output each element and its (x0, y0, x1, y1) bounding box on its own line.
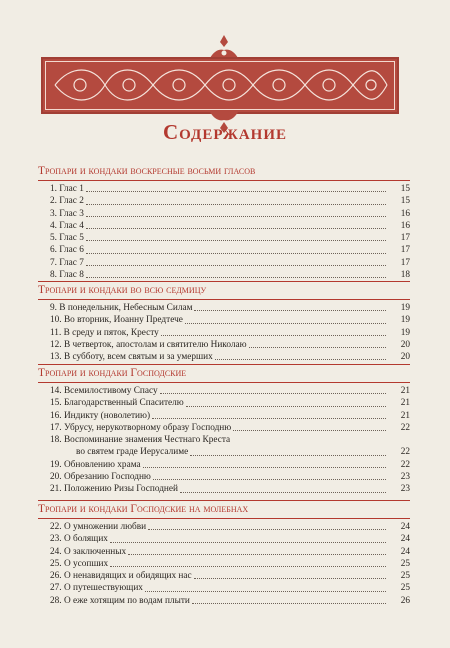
toc-entry-label: 8. Глас 8 (50, 270, 84, 281)
dot-leader (180, 492, 386, 493)
toc-entry[interactable] (38, 183, 410, 195)
dot-leader (86, 216, 386, 217)
toc-entry[interactable] (38, 570, 410, 582)
toc-entry[interactable] (38, 595, 410, 607)
section-divider (38, 364, 410, 365)
dot-leader (86, 253, 386, 254)
dot-leader (128, 554, 386, 555)
dot-leader (148, 529, 386, 530)
dot-leader (153, 479, 386, 480)
toc-section (38, 367, 410, 496)
toc-entry[interactable] (38, 582, 410, 594)
toc-entry-label: 23. О болящих (50, 534, 108, 545)
toc-entry-page: 23 (400, 484, 410, 495)
toc-entry-label: 2. Глас 2 (50, 196, 84, 207)
section-divider (38, 382, 410, 383)
section-divider (38, 518, 410, 519)
toc-section (38, 503, 410, 607)
toc-entry-page: 22 (400, 447, 410, 458)
toc-entry-page: 18 (400, 270, 410, 281)
section-divider (38, 299, 410, 300)
toc-entry-label: 10. Во вторник, Иоанну Предтече (50, 315, 183, 326)
dot-leader (190, 446, 386, 455)
toc-entry-page: 17 (400, 245, 410, 256)
dot-leader (215, 359, 386, 360)
toc-entry-label: 9. В понедельник, Небесным Силам (50, 303, 193, 313)
toc-entry[interactable] (38, 302, 410, 314)
dot-leader (86, 228, 386, 229)
toc-entry[interactable] (38, 410, 410, 422)
toc-entry[interactable] (38, 244, 410, 256)
toc-entry[interactable] (38, 269, 410, 281)
toc-entry-page: 24 (400, 534, 410, 545)
toc-entry[interactable] (38, 351, 410, 363)
toc-entry-page: 21 (400, 410, 410, 421)
section-heading: Тропари и кондаки во всю седмицу (38, 284, 207, 296)
section-heading: Тропари и кондаки Господские на молебнах (38, 503, 249, 515)
dot-leader (110, 566, 386, 567)
page-title: Содержание (162, 120, 288, 144)
section-heading: Тропари и кондаки воскресные восьми гласов (38, 165, 256, 177)
toc-entry[interactable] (38, 533, 410, 545)
toc-entry-page: 20 (400, 352, 410, 363)
toc-entry-page: 16 (400, 208, 410, 219)
toc-entry-page: 23 (400, 472, 410, 483)
toc-entry[interactable] (38, 220, 410, 232)
dot-leader (86, 191, 386, 192)
toc-entry-label: 24. О заключенных (50, 546, 127, 557)
toc-entry-label: 13. В субботу, всем святым и за умерших (50, 352, 213, 363)
section-divider (38, 180, 410, 181)
toc-entry-page: 20 (400, 339, 410, 350)
toc-entry-page: 21 (400, 398, 410, 409)
toc-entry[interactable] (38, 257, 410, 269)
dot-leader (161, 335, 386, 336)
toc-entry-page: 24 (400, 546, 410, 557)
toc-entry[interactable] (38, 314, 410, 326)
toc-entry-label: 3. Глас 3 (50, 208, 84, 219)
toc-entry-label: 22. О умножении любви (50, 522, 147, 532)
toc-entry[interactable] (38, 459, 410, 471)
toc-entry-page: 19 (400, 327, 410, 338)
toc-entry-label: 27. О путешествующих (50, 583, 143, 594)
toc-entry-label: 20. Обрезанию Господню (50, 472, 151, 483)
toc-entry-label: 5. Глас 5 (50, 233, 84, 244)
dot-leader (86, 240, 386, 241)
toc-entry-page: 21 (400, 386, 410, 396)
toc-entry[interactable] (38, 546, 410, 558)
dot-leader (233, 430, 386, 431)
toc-entry-page: 15 (400, 196, 410, 207)
toc-entry-label-continued: во святем граде Иерусалиме (76, 447, 189, 458)
dot-leader (110, 542, 386, 543)
toc-entry-label: 21. Положению Ризы Господней (50, 484, 179, 495)
dot-leader (86, 265, 386, 266)
dot-leader (145, 591, 386, 592)
toc-entry-page: 24 (400, 522, 410, 532)
toc-entry-page: 17 (400, 233, 410, 244)
toc-entry-page: 25 (400, 571, 410, 582)
dot-leader (186, 406, 386, 407)
toc-entry-page: 22 (400, 459, 410, 470)
toc-entry-label: 1. Глас 1 (50, 184, 84, 194)
toc-entry-label: 12. В четверток, апостолам и святителю Николаю (50, 339, 247, 350)
toc-entry[interactable] (38, 434, 410, 459)
toc-section (38, 284, 410, 363)
toc-entry-label: 6. Глас 6 (50, 245, 84, 256)
toc-entry-page: 22 (400, 422, 410, 433)
dot-leader (194, 310, 386, 311)
section-divider (38, 281, 410, 282)
toc-entry-label: 25. О усопших (50, 558, 109, 569)
dot-leader (185, 323, 386, 324)
toc-entry-label: 14. Всемилостивому Спасу (50, 386, 158, 396)
toc-entry-page: 19 (400, 315, 410, 326)
toc-entry-page: 26 (400, 595, 410, 606)
dot-leader (152, 418, 386, 419)
floral-ornament-icon (41, 57, 399, 114)
toc-entry-label: 19. Обновлению храма (50, 459, 141, 470)
toc-entry-label: 11. В среду и пяток, Кресту (50, 327, 159, 338)
toc-entry[interactable] (38, 232, 410, 244)
toc-entry-label: 7. Глас 7 (50, 257, 84, 268)
dot-leader (143, 467, 386, 468)
toc-entry-label: 4. Глас 4 (50, 220, 84, 231)
toc-entry-page: 17 (400, 257, 410, 268)
toc-entry[interactable] (38, 483, 410, 495)
toc-entry[interactable] (38, 471, 410, 483)
toc-entry-page: 25 (400, 558, 410, 569)
dot-leader (86, 277, 386, 278)
toc-entry[interactable] (38, 422, 410, 434)
toc-entry-page: 19 (400, 303, 410, 313)
dot-leader (192, 603, 386, 604)
toc-entry[interactable] (38, 397, 410, 409)
toc-entry[interactable] (38, 195, 410, 207)
dot-leader (160, 393, 386, 394)
toc-entry-label: 15. Благодарственный Спасителю (50, 398, 184, 409)
toc-entry[interactable] (38, 385, 410, 397)
toc-entry[interactable] (38, 208, 410, 220)
toc-entry-page: 15 (400, 184, 410, 194)
toc-entry-page: 16 (400, 220, 410, 231)
ornament-banner (41, 57, 399, 114)
section-divider (38, 500, 410, 501)
dot-leader (249, 347, 386, 348)
toc-entry-label: 17. Убрусу, нерукотворному образу Господню (50, 422, 232, 433)
toc-entry[interactable] (38, 521, 410, 533)
dot-leader (194, 578, 386, 579)
toc-section (38, 165, 410, 281)
dot-leader (86, 204, 386, 205)
toc-entry-page: 25 (400, 583, 410, 594)
toc-entry[interactable] (38, 327, 410, 339)
toc-entry[interactable] (38, 558, 410, 570)
section-heading: Тропари и кондаки Господские (38, 367, 187, 379)
toc-entry-label: 16. Индикту (новолетию) (50, 410, 151, 421)
toc-entry-label: 26. О ненавидящих и обидящих нас (50, 571, 192, 582)
toc-entry-label: 18. Воспоминание знамения Честнаго Креста (50, 435, 231, 446)
toc-entry-label: 28. О еже хотящим по водам плыти (50, 595, 190, 606)
toc-entry[interactable] (38, 339, 410, 351)
